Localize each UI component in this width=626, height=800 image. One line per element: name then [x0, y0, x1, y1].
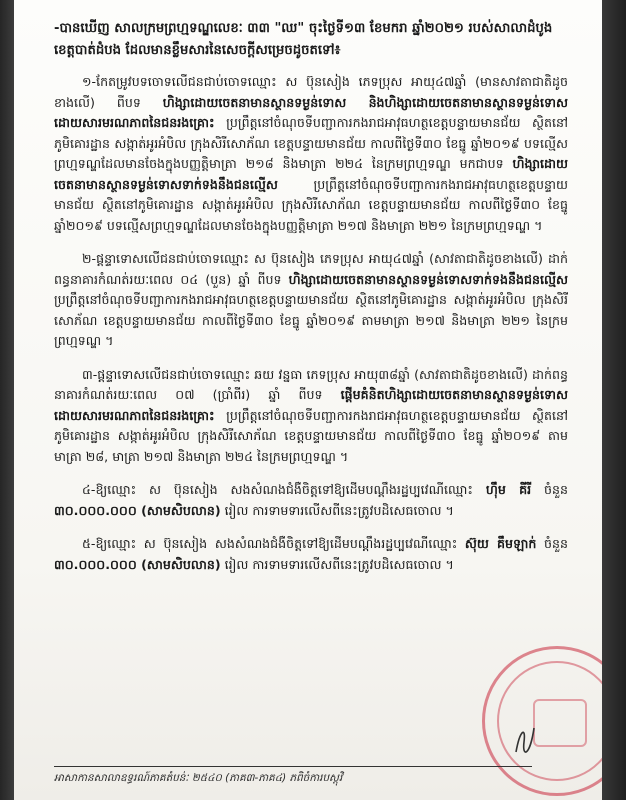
signature-mark [512, 722, 538, 758]
clause-emphasis: ហិង្សាដោយចេតនាមានស្ថានទម្ងន់ទោសទាក់ទងនឹងជនល្មើស [54, 156, 568, 192]
photo-background-left [0, 0, 14, 800]
document-heading: -បានឃើញ សាលក្រមព្រហ្មទណ្ឌលេខៈ ៣៣ "ឈ" ចុះថ្ងៃទី១៣ ខែមករា ឆ្នាំ២០២១ របស់សាលាដំបូងខេត្តបាត់ដំបង ដែលមានខ្លឹមសារនៃសេចក្តីសម្រេចដូចតទៅ៖ [54, 21, 553, 58]
clause-1 [54, 72, 568, 236]
clause-text: ៤-ឱ្យឈ្មោះ ស ប៊ុនសៀង សងសំណងជំងឺចិត្តទៅឱ្យដើមបណ្តឹងរដ្ឋប្បវេណីឈ្មោះ [82, 482, 486, 497]
clause-emphasis: ស៊ុយ គឹមឡាក់ [464, 536, 537, 551]
clause-emphasis: ៣០.០០០.០០០ (សាមសិបលាន) [54, 502, 221, 518]
clause-text: ប្រព្រឹត្តនៅចំណុចទីបញ្ជាការកងរាជអាវុធហត្ថខេត្តបន្ទាយមានជ័យ ស្ថិតនៅភូមិគោរដ្ឋាន សង្កាត់អូរអំបិល ក្រុងសិរីសោភ័ណ ខេត្តបន្ទាយមានជ័យ កាលពីថ្ងៃទី៣០ ខែធ្នូ ឆ្នាំ២០១៩ តាមមាត្រា ២៨, មាត្រា ២១៧ និងមាត្រា ២២៤ នៃក្រមព្រហ្មទណ្ឌ ។ [54, 407, 568, 464]
clause-3 [54, 365, 568, 468]
clause-text: ៣-ផ្តន្ទាទោសលើជនជាប់ចោទឈ្មោះ ឆយ វន្នធា ភេទប្រុស អាយុ៣៨ឆ្នាំ (សាវតាជាតិដូចខាងលើ) ដាក់ពន្ធនាគារកំណត់រយៈពេល ០៧ (ប្រាំពីរ) ឆ្នាំ ពីបទ [54, 366, 568, 402]
clause-text: ប្រព្រឹត្តនៅចំណុចទីបញ្ជាការកងរាជអាវុធហត្ថខេត្តបន្ទាយមានជ័យ ស្ថិតនៅភូមិគោរដ្ឋាន សង្កាត់អូរអំបិល ក្រុងសិរីសោភ័ណ ខេត្តបន្ទាយមានជ័យ កាលពីថ្ងៃទី៣០ ខែធ្នូ ឆ្នាំ២០១៩ តាមមាត្រា ២១៧ និងមាត្រា ២២១ នៃក្រមព្រហ្មទណ្ឌ ។ [54, 292, 568, 348]
clause-text: ប្រព្រឹត្តនៅចំណុចទីបញ្ជាការកងរាជអាវុធហត្ថខេត្តបន្ទាយមានជ័យ ស្ថិតនៅភូមិគោរដ្ឋាន សង្កាត់អូរអំបិល ក្រុងសិរីសោភ័ណ ខេត្តបន្ទាយមានជ័យ កាលពីថ្ងៃទី៣០ ខែធ្នូ ឆ្នាំ២០១៩ បទល្មើសព្រហ្មទណ្ឌដែលមានចែងក្នុងបញ្ញត្តិមាត្រា ២១៧ និងមាត្រា ២២១ នៃក្រមព្រហ្មទណ្ឌ ។ [54, 176, 568, 233]
clause-text: ៥-ឱ្យឈ្មោះ ស ប៊ុនសៀង សងសំណងជំងឺចិត្តទៅឱ្យដើមបណ្តឹងរដ្ឋប្បវេណីឈ្មោះ [82, 536, 465, 551]
clause-4 [54, 480, 568, 521]
clause-text: ចំនួន [531, 482, 568, 497]
clause-text: ២-ផ្តន្ទាទោសលើជនជាប់ចោទឈ្មោះ ស ប៊ុនសៀង ភេទប្រុស អាយុ៤៧ឆ្នាំ (សាវតាជាតិដូចខាងលើ) ដាក់ពន្ធនាគារកំណត់រយៈពេល ០៤ (បួន) ឆ្នាំ ពីបទ [54, 251, 568, 287]
document-footer: អាសាកានសាលាឧទ្ធរណ៍ភាគតំបន់ៈ ២៥៤០ (ភាគ៣-ភាគ៤) ភពិចំការបស្តុវិ [54, 772, 343, 784]
clause-text: ១-កែតម្រូវបទចោទលើជនជាប់ចោទឈ្មោះ ស ប៊ុនសៀង ភេទប្រុស អាយុ៤៧ឆ្នាំ (មានសាវតាជាតិដូចខាងលើ) ពីបទ [54, 74, 568, 110]
document-page [14, 0, 602, 800]
clause-text: រៀល ការទាមទារលើសពីនេះត្រូវបដិសេធចោល ។ [220, 502, 454, 518]
court-seal-stamp [482, 646, 602, 796]
clause-emphasis: ផ្តើមគំនិតហិង្សាដោយចេតនាមានស្ថានទម្ងន់ទោសដោយសារមរណភាពនៃជនរងគ្រោះ [54, 387, 568, 423]
clause-emphasis: ហិង្សាដោយចេតនាមានស្ថានទម្ងន់ទោស និងហិង្សាដោយចេតនាមានស្ថានទម្ងន់ទោសដោយសារមរណភាពនៃជនរងគ្រោះ [54, 94, 568, 130]
clause-text: ចំនួន [536, 536, 568, 551]
footer-divider [54, 766, 532, 767]
clause-text: ប្រព្រឹត្តនៅចំណុចទីបញ្ជាការកងរាជអាវុធហត្ថខេត្តបន្ទាយមានជ័យ ស្ថិតនៅភូមិគោរដ្ឋាន សង្កាត់អូរអំបិល ក្រុងសិរីសោភ័ណ ខេត្តបន្ទាយមានជ័យ កាលពីថ្ងៃទី៣០ ខែធ្នូ ឆ្នាំ២០១៩ បទល្មើសព្រហ្មទណ្ឌដែលមានចែងក្នុងបញ្ញត្តិមាត្រា ២១៨ និងមាត្រា ២២៤ នៃក្រមព្រហ្មទណ្ឌ មកជាបទ [54, 115, 568, 171]
clause-5 [54, 534, 568, 575]
clause-text: រៀល ការទាមទារលើសពីនេះត្រូវបដិសេធចោល ។ [220, 556, 454, 572]
clause-emphasis: ៣០.០០០.០០០ (សាមសិបលាន) [54, 556, 221, 572]
clause-emphasis: ហ៊ឹម គីរី [485, 482, 532, 497]
clause-emphasis: ហិង្សាដោយចេតនាមានស្ថានទម្ងន់ទោសទាក់ទងនឹងជនល្មើស [288, 271, 568, 287]
photo-background-right [600, 0, 626, 800]
clause-2 [54, 249, 568, 352]
